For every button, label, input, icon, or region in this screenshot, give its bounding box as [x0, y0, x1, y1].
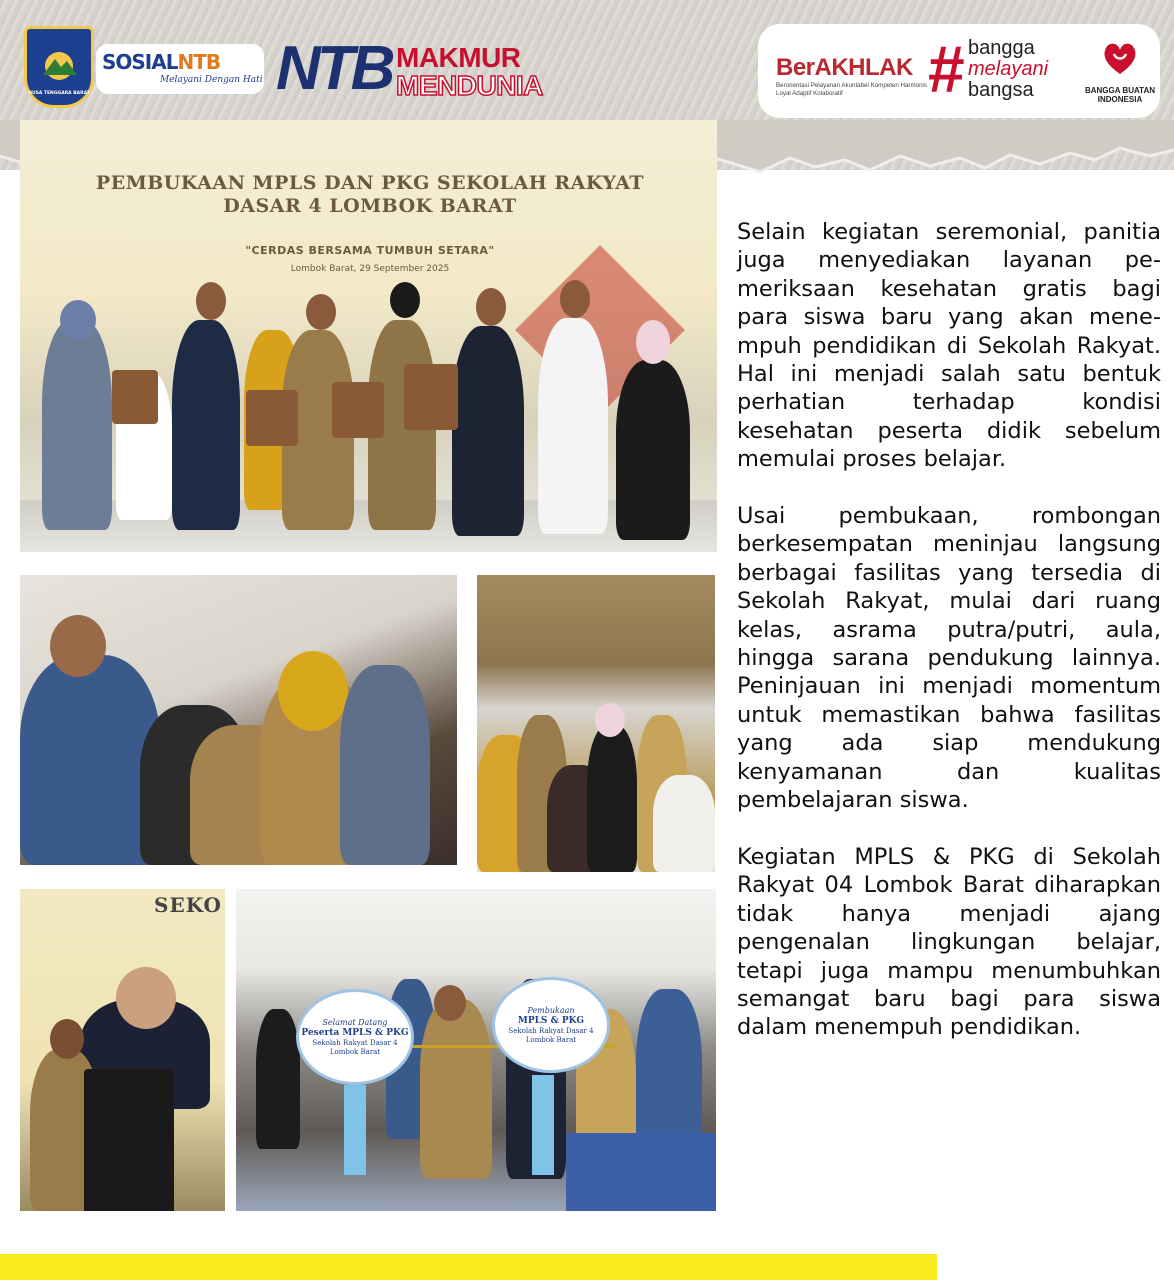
- government-logos-panel: [758, 24, 1160, 118]
- bangga-melayani-bangsa-logo: [968, 38, 1048, 101]
- bangsa-text: bangsa: [968, 79, 1034, 101]
- bangga-buatan-indonesia-label: BANGGA BUATAN INDONESIA: [1084, 86, 1156, 104]
- sosial-ntb-logo: [96, 44, 264, 94]
- person-head: [60, 300, 96, 340]
- article-paragraph: Selain kegiatan seremonial, panitia juga menyediakan layanan pemeriksaan kesehatan gratis bagi para siswa baru yang akan menempuh pendidikan di Sekolah Rakyat. Hal ini menjadi salah satu bentuk perhatian terhadap kondisi kesehatan peserta didik sebelum memulai proses belajar.: [737, 219, 1161, 473]
- welcome-sign: [296, 989, 414, 1085]
- mendunia-text: MENDUNIA: [396, 70, 543, 101]
- banner-date: Lombok Barat, 29 September 2025: [290, 264, 450, 274]
- person-head: [595, 703, 625, 737]
- ribbon-cutting-photo: [236, 889, 716, 1211]
- person: [42, 320, 112, 530]
- melayani-text: melayani: [968, 58, 1049, 80]
- person-head: [278, 651, 348, 731]
- person: [653, 775, 715, 872]
- podium-speech-photo: [20, 889, 225, 1211]
- person: [538, 318, 608, 534]
- welcome-sign-line2: Peserta MPLS & PKG: [301, 1027, 409, 1038]
- article-paragraph: Kegiatan MPLS & PKG di Sekolah Rakyat 04 Lombok Barat diharapkan tidak hanya menjadi ajang pengenalan lingkungan belajar, tetapi juga mampu menumbuhkan semangat baru bagi para siswa dalam menempuh pendidikan.: [737, 843, 1161, 1041]
- person-head: [476, 288, 506, 326]
- hashtag-icon: #: [928, 32, 965, 106]
- person: [616, 360, 690, 540]
- heart-icon: [1100, 38, 1140, 78]
- opening-sign-line3: Sekolah Rakyat Dasar 4 Lombok Barat: [508, 1026, 594, 1044]
- podium: [84, 1069, 174, 1211]
- ntb-logo-mark: NTB: [276, 34, 392, 103]
- person: [256, 1009, 300, 1149]
- makmur-text: MAKMUR: [396, 42, 521, 73]
- person-head: [116, 967, 176, 1029]
- person-head: [50, 615, 106, 677]
- person: [340, 665, 430, 865]
- gift-bag: [112, 370, 158, 424]
- sosial-logo-tagline: Melayani Dengan Hati: [160, 75, 263, 85]
- audience-photo: [20, 575, 457, 865]
- person-head: [306, 294, 336, 330]
- berakhlak-subtitle: Berorientasi Pelayanan Akuntabel Kompeten Harmonis Loyal Adaptif Kolaboratif: [776, 82, 927, 97]
- person-head: [50, 1019, 84, 1059]
- opening-sign: [492, 977, 610, 1073]
- table: [566, 1133, 716, 1211]
- banner-motto: "CERDAS BERSAMA TUMBUH SETARA": [245, 244, 495, 257]
- banner-text: SEKO: [154, 893, 222, 917]
- gift-bag: [332, 382, 384, 438]
- banner-title: PEMBUKAAN MPLS DAN PKG SEKOLAH RAKYAT DASAR 4 LOMBOK BARAT: [95, 172, 645, 217]
- person-head: [434, 985, 466, 1021]
- group-photo-main: [20, 120, 717, 552]
- welcome-sign-line1: Selamat Datang: [322, 1017, 388, 1027]
- welcome-sign-line3: Sekolah Rakyat Dasar 4 Lombok Barat: [312, 1038, 398, 1056]
- mountain-icon: [37, 51, 81, 81]
- gift-bag: [404, 364, 458, 430]
- gift-bag: [246, 390, 298, 446]
- person: [452, 326, 524, 536]
- ribbon-streamer: [532, 1075, 554, 1175]
- article-paragraph: Usai pembukaan, rombongan berkesempatan meninjau langsung berbagai fasilitas yang tersedia di Sekolah Rakyat, mulai dari ruang kelas, asrama putra/putri, aula, hingga sarana pendukung lainnya. Peninjauan ini menjadi momentum untuk memastikan bahwa fasilitas yang ada siap mendukung kenyamanan dan kualitas pembelajaran siswa.: [737, 503, 1161, 814]
- footer-accent-bar: [0, 1254, 937, 1280]
- facility-tour-photo: [477, 575, 715, 872]
- bangga-text: bangga: [968, 37, 1035, 59]
- berakhlak-logo: BerAKHLAK: [776, 54, 913, 81]
- sosial-logo-ntb: NTB: [177, 50, 221, 74]
- person-head: [390, 282, 420, 318]
- person: [20, 655, 160, 865]
- opening-sign-line1: Pembukaan: [527, 1005, 575, 1015]
- ntb-province-emblem: [24, 26, 94, 108]
- person-head: [560, 280, 590, 318]
- sosial-logo-text: SOSIAL: [102, 50, 178, 74]
- emblem-caption: NUSA TENGGARA BARAT: [28, 91, 90, 96]
- person-head: [636, 320, 670, 364]
- article-body: [737, 218, 1161, 1070]
- person: [172, 320, 240, 530]
- opening-sign-line2: MPLS & PKG: [517, 1015, 585, 1026]
- person: [420, 999, 492, 1179]
- person: [587, 725, 637, 872]
- person-head: [196, 282, 226, 320]
- ribbon-streamer: [344, 1085, 366, 1175]
